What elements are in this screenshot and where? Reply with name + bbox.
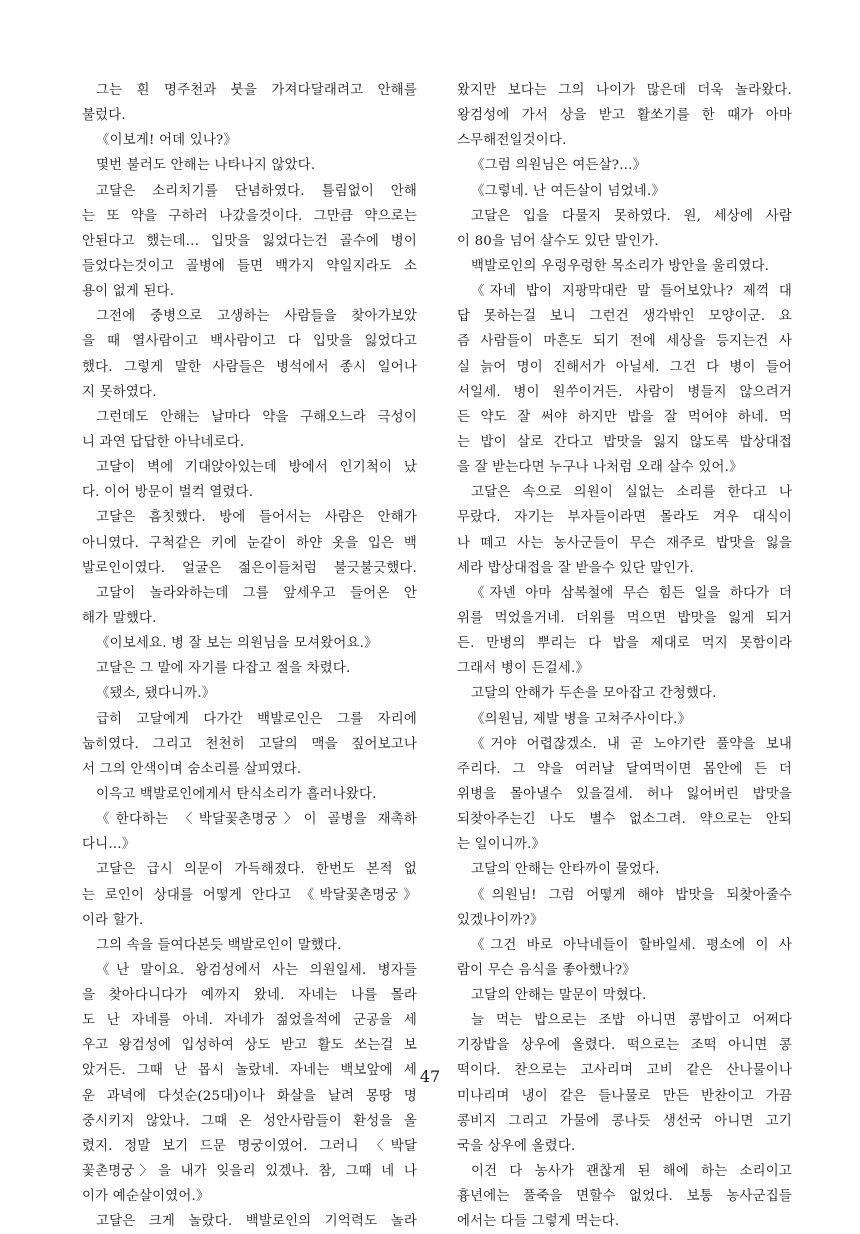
text-line: 을 때 열사람이고 백사람이고 다 입맛을 잃었다고	[82, 334, 417, 350]
text-line: 왕검성에 가서 상을 받고 활쏘기를 한 때가 아마	[457, 108, 792, 124]
text-line: 든. 만병의 뿌리는 다 밥을 제대로 먹지 못함이라	[457, 636, 792, 652]
text-line: 발로인이였다. 얼굴은 젊은이들처럼 불긋불긋했다.	[82, 560, 417, 576]
text-line: 이가 예순살이였어.》	[82, 1189, 210, 1205]
text-line: 을 잘 받는다면 누구나 나처럼 오래 살수 있어.》	[457, 460, 743, 476]
text-line: 이윽고 백발로인에게서 탄식소리가 흘러나왔다.	[96, 786, 377, 802]
text-line: 고달이 벽에 기대앉아있는데 방에서 인기척이 났	[96, 460, 417, 476]
text-line: 되찾아주는긴 나도 별수 없소그려. 약으로는 안되	[457, 812, 792, 828]
text-line: 다. 이어 방문이 벌컥 열렸다.	[82, 485, 254, 501]
text-line: 백발로인의 우렁우렁한 목소리가 방안을 울리였다.	[471, 258, 770, 274]
text-line: 도 난 자네를 아네. 자네가 젊었을적에 군공을 세	[82, 1013, 417, 1029]
text-line: 무랐다. 자기는 부자들이라면 몰라도 겨우 대식이	[457, 510, 792, 526]
text-line: 고달은 입을 다물지 못하였다. 원, 세상에 사람	[471, 208, 792, 224]
text-line: 우고 왕검성에 입성하여 상도 받고 활도 쏘는걸 보	[82, 1038, 417, 1054]
text-line: 고달은 흠칫했다. 방에 들어서는 사람은 안해가	[96, 510, 417, 526]
text-line: 《이보세요. 병 잘 보는 의원님을 모셔왔어요.》	[96, 636, 378, 652]
text-line: 《그건 바로 아낙네들이 할바일세. 평소에 이 사	[471, 937, 792, 953]
text-line: 《됐소, 됐다니까.》	[96, 686, 216, 702]
text-line: 운 과녁에 다섯순(25대)이나 화살을 날려 몽땅 명	[82, 1088, 417, 1104]
text-line: 든 약도 잘 써야 하지만 밥을 잘 먹어야 하네. 먹	[457, 409, 792, 425]
text-line: 있겠나이까?》	[457, 912, 544, 928]
text-line: 다니…》	[82, 837, 136, 853]
text-line: 스무해전일것이다.	[457, 133, 567, 149]
text-line: 즘 사람들이 마흔도 되기 전에 세상을 등지는건 사	[457, 334, 792, 350]
text-line: 이라 할가.	[82, 912, 144, 928]
text-line: 기장밥을 상우에 올렸다. 떡으로는 조떡 아니면 콩	[457, 1038, 792, 1054]
text-line: 《이보게! 어데 있나?》	[96, 133, 238, 149]
text-line: 꽃촌명궁〉을 내가 잊을리 있겠나. 참, 그때 네 나	[82, 1164, 417, 1180]
text-line: 용이 없게 된다.	[82, 284, 175, 300]
text-line: 몇번 불러도 안해는 나타나지 않았다.	[96, 158, 316, 174]
text-line: 했다. 그렇게 말한 사람들은 병석에서 종시 일어나	[82, 359, 417, 375]
text-line: 미나리며 냉이 같은 들나물로 만든 반찬이고 가끔	[457, 1088, 792, 1104]
text-line: 고달은 속으로 의원이 실없는 소리를 한다고 나	[471, 485, 792, 501]
text-line: 고달은 소리치기를 단념하였다. 틀림없이 안해	[96, 183, 417, 199]
text-line: 고달의 안해가 두손을 모아잡고 간청했다.	[471, 686, 717, 702]
text-line: 《한다하는 〈박달꽃촌명궁〉이 골병을 재촉하	[96, 812, 417, 828]
text-line: 는 일이니까.》	[457, 837, 546, 853]
text-line: 고달은 그 말에 자기를 다잡고 절을 차렸다.	[96, 661, 351, 677]
text-line: 그전에 중병으로 고생하는 사람들을 찾아가보았	[96, 309, 417, 325]
text-line: 서일세. 병이 원쑤이거든. 사람이 병들지 않으려거	[457, 384, 792, 400]
text-line: 는 밥이 살로 간다고 밥맛을 잃지 않도록 밥상대접	[457, 434, 792, 450]
text-line: 위를 먹었을거네. 더위를 먹으면 밥맛을 잃게 되거	[457, 610, 792, 626]
text-line: 《난 말이요. 왕검성에서 사는 의원일세. 병자들	[96, 962, 417, 978]
text-line: 콩비지 그리고 가물에 콩나듯 생선국 아니면 고기	[457, 1113, 792, 1129]
text-line: 눕히였다. 그리고 천천히 고달의 맥을 짚어보고나	[82, 736, 417, 752]
text-line: 안된다고 했는데… 입맛을 잃었다는건 골수에 병이	[82, 233, 417, 249]
page-number: 47	[419, 1067, 441, 1086]
text-line: 고달이 놀라와하는데 그를 앞세우고 들어온 안	[96, 585, 417, 601]
text-line: 《거야 어렵잖겠소. 내 곧 노야기란 풀약을 보내	[471, 736, 792, 752]
text-line: 해가 말했다.	[82, 610, 157, 626]
text-line: 급히 고달에게 다가간 백발로인은 그를 자리에	[96, 711, 417, 727]
text-line: 《그럼 의원님은 여든살?…》	[471, 158, 647, 174]
text-line: 답 못하는걸 보니 그런건 생각밖인 모양이군. 요	[457, 309, 792, 325]
text-line: 아니였다. 구척같은 키에 눈같이 하얀 옷을 입은 백	[82, 535, 417, 551]
text-line: 그의 속을 들여다본듯 백발로인이 말했다.	[96, 937, 342, 953]
text-line: 들었다는것이고 골병에 들면 백가지 약일지라도 소	[82, 258, 417, 274]
text-line: 을 찾아다니다가 예까지 왔네. 자네는 나를 몰라	[82, 988, 417, 1004]
text-line: 떡이다. 찬으로는 고사리며 고비 같은 산나물이나	[457, 1063, 792, 1079]
text-line: 지 못하였다.	[82, 384, 157, 400]
text-line: 그래서 병이 든걸세.》	[457, 661, 590, 677]
text-line: 에서는 다들 그렇게 먹는다.	[457, 1214, 620, 1230]
text-line: 고달의 안해는 안타까이 물었다.	[471, 862, 660, 878]
text-line: 흉년에는 풀죽을 면할수 없었다. 보통 농사군집들	[457, 1189, 792, 1205]
text-line: 렸지. 정말 보기 드문 명궁이였어. 그러니 〈박달	[82, 1138, 417, 1154]
text-line: 《자네 밥이 지팡막대란 말 들어보았나? 제꺽 대	[471, 284, 792, 300]
right-text-column	[457, 78, 792, 1234]
book-page	[82, 78, 792, 1230]
text-line: 중시키지 않았나. 그때 온 성안사람들이 환성을 올	[82, 1113, 417, 1129]
text-line: 이 80을 넘어 살수도 있단 말인가.	[457, 233, 659, 249]
text-line: 는 로인이 상대를 어떻게 안다고 《박달꽃촌명궁》	[82, 887, 417, 903]
text-line: 위병을 몰아낼수 있을걸세. 허나 잃어버린 밥맛을	[457, 786, 792, 802]
text-line: 불렀다.	[82, 108, 126, 124]
text-line: 국을 상우에 올렸다.	[457, 1138, 576, 1154]
text-line: 왔지만 보다는 그의 나이가 많은데 더욱 놀라왔다.	[457, 83, 792, 98]
text-line: 그런데도 안해는 날마다 약을 구해오느라 극성이	[96, 409, 417, 425]
text-line: 나 떼고 사는 농사군들이 무슨 재주로 밥맛을 잃을	[457, 535, 792, 551]
text-line: 고달의 안해는 말문이 막혔다.	[471, 988, 647, 1004]
text-line: 《의원님, 제발 병을 고쳐주사이다.》	[471, 711, 692, 727]
text-line: 람이 무슨 음식을 좋아했나?》	[457, 962, 636, 978]
text-line: 는 또 약을 구하러 나갔을것이다. 그만큼 약으로는	[82, 208, 417, 224]
text-line: 니 과연 답답한 아낙네로다.	[82, 434, 245, 450]
left-text-column	[82, 78, 417, 1234]
text-line: 서 그의 안색이며 숨소리를 살피였다.	[82, 761, 302, 777]
text-line: 고달은 크게 놀랐다. 백발로인의 기억력도 놀라	[96, 1214, 417, 1230]
text-line: 그는 흰 명주천과 붓을 가져다달래려고 안해를	[96, 83, 417, 98]
text-line: 실 늙어 명이 진해서가 아닐세. 그건 다 병이 들어	[457, 359, 792, 375]
text-line: 이건 다 농사가 괜찮게 된 해에 하는 소리이고	[471, 1164, 792, 1180]
text-line: 늘 먹는 밥으로는 조밥 아니면 콩밥이고 어쩌다	[471, 1013, 792, 1029]
text-line: 주리다. 그 약을 여러날 달여먹이면 몸안에 든 더	[457, 761, 792, 777]
text-line: 았거든. 그때 난 몹시 놀랐네. 자네는 백보앞에 세	[82, 1063, 417, 1079]
text-line: 세라 밥상대접을 잘 받을수 있단 말인가.	[457, 560, 694, 576]
text-line: 《의원님! 그럼 어떻게 해야 밥맛을 되찾아줄수	[471, 887, 792, 903]
text-line: 고달은 급시 의문이 가득해졌다. 한번도 본적 없	[96, 862, 417, 878]
text-line: 《그렇네. 난 여든살이 넘었네.》	[471, 183, 665, 199]
text-line: 《자넨 아마 삼복철에 무슨 힘든 일을 하다가 더	[471, 585, 792, 601]
